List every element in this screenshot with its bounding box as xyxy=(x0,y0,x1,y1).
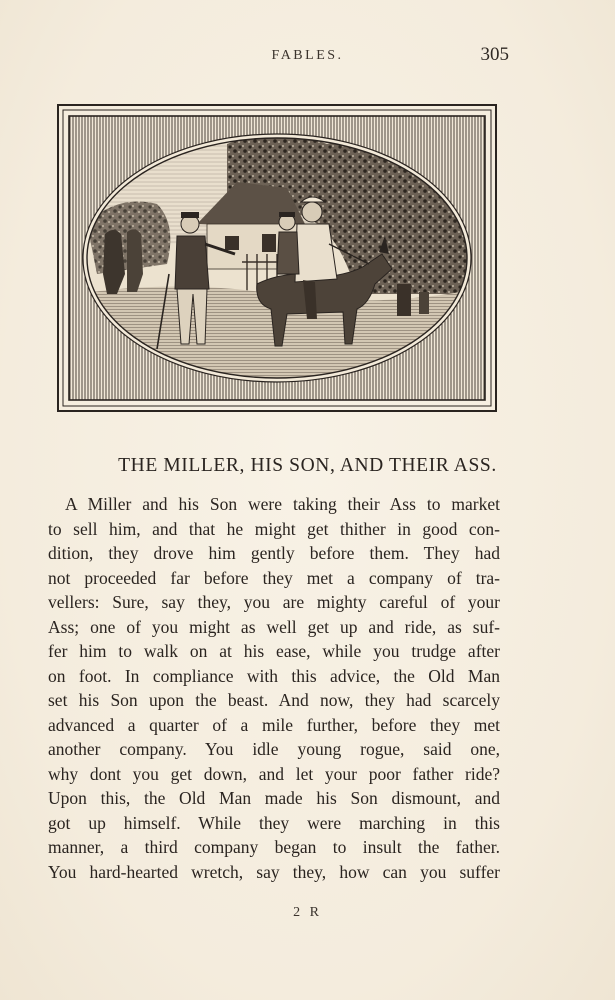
running-head xyxy=(0,44,615,68)
running-head-title: FABLES. xyxy=(271,48,344,63)
fable-text xyxy=(48,492,500,884)
text-line: fer him to walk on at his ease, while you trudge after xyxy=(48,641,500,661)
text-line: Upon this, the Old Man made his Son dismount, and xyxy=(48,788,500,808)
text-line: dition, they drove him gently before them. They had xyxy=(48,543,500,563)
woodcut-illustration xyxy=(57,104,497,412)
text-line: got up himself. While they were marching in this xyxy=(48,812,500,833)
text-line: to sell him, and that he might get thither in good con- xyxy=(48,518,500,539)
text-line: another company. You idle young rogue, said one, xyxy=(48,739,500,759)
text-line: A Miller and his Son were taking their Ass to market xyxy=(65,494,500,514)
text-line: advanced a quarter of a mile further, before they met xyxy=(48,714,500,735)
fable-title: THE MILLER, HIS SON, AND THEIR ASS. xyxy=(118,455,497,476)
text-line: why dont you get down, and let your poor father ride? xyxy=(48,763,500,784)
text-line: not proceeded far before they met a company of tra- xyxy=(48,567,500,588)
text-line: set his Son upon the beast. And now, they had scarcely xyxy=(48,690,500,710)
text-line: You hard-hearted wretch, say they, how can you suffer xyxy=(48,861,500,882)
text-line: vellers: Sure, say they, you are mighty careful of your xyxy=(48,592,500,612)
text-line: manner, a third company began to insult the father. xyxy=(48,837,500,857)
page-number: 305 xyxy=(480,44,509,65)
signature-mark: 2 R xyxy=(293,905,322,920)
text-line: on foot. In compliance with this advice, the Old Man xyxy=(48,665,500,686)
text-line: Ass; one of you might as well get up and ride, as suf- xyxy=(48,616,500,637)
